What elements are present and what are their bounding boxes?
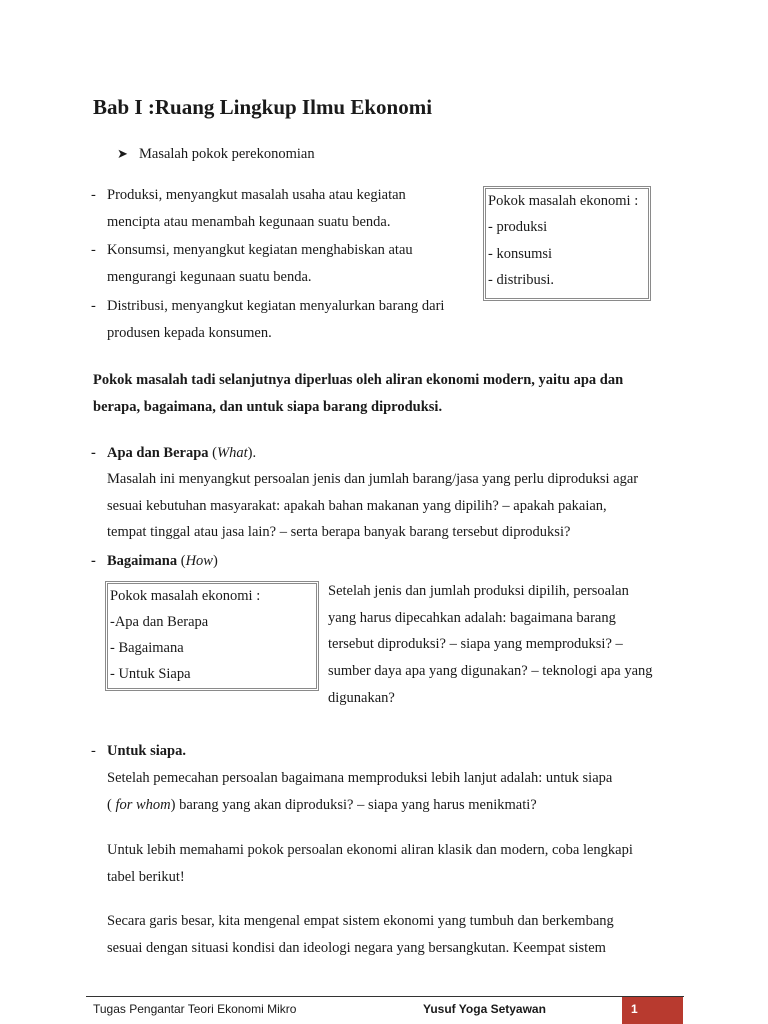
whom-text-line: Setelah pemecahan persoalan bagaimana memproduksi lebih lanjut adalah: untuk siapa	[107, 770, 613, 786]
list-item-produksi-cont: mencipta atau menambah kegunaan suatu benda.	[107, 214, 391, 230]
footer-author: Yusuf Yoga Setyawan	[423, 1002, 546, 1016]
system-paragraph-line: sesuai dengan situasi kondisi dan ideologi negara yang bersangkutan. Keempat sistem	[107, 940, 606, 956]
bold-paragraph-line: berapa, bagaimana, dan untuk siapa barang diproduksi.	[93, 399, 443, 415]
bold-paragraph-line: Pokok masalah tadi selanjutnya diperluas oleh aliran ekonomi modern, yaitu apa dan	[93, 372, 624, 388]
box-line: - Untuk Siapa	[110, 666, 191, 682]
box-line: - konsumsi	[488, 246, 553, 262]
summary-box-2	[105, 581, 319, 691]
how-text-line: sumber daya apa yang digunakan? – teknologi apa yang	[328, 663, 653, 679]
list-item-produksi: Produksi, menyangkut masalah usaha atau kegiatan	[107, 187, 406, 203]
table-paragraph-line: Untuk lebih memahami pokok persoalan ekonomi aliran klasik dan modern, coba lengkapi	[107, 842, 633, 858]
list-item-distribusi: Distribusi, menyangkut kegiatan menyalurkan barang dari	[107, 298, 445, 314]
summary-box-1	[483, 186, 651, 301]
footer-course: Tugas Pengantar Teori Ekonomi Mikro	[93, 1002, 297, 1016]
box-line: Pokok masalah ekonomi :	[488, 193, 639, 209]
list-item-distribusi-cont: produsen kepada konsumen.	[107, 325, 272, 341]
section-heading-what: Apa dan Berapa (What).	[107, 445, 257, 461]
subheading: Masalah pokok perekonomian	[139, 146, 315, 162]
list-item-konsumsi-cont: mengurangi kegunaan suatu benda.	[107, 269, 312, 285]
list-item-konsumsi: Konsumsi, menyangkut kegiatan menghabiskan atau	[107, 242, 413, 258]
list-dash: -	[91, 187, 96, 203]
box-line: Pokok masalah ekonomi :	[110, 588, 261, 604]
how-text-line: Setelah jenis dan jumlah produksi dipilih, persoalan	[328, 583, 629, 599]
box-line: - Bagaimana	[110, 640, 184, 656]
box-line: - produksi	[488, 219, 548, 235]
arrow-bullet-icon: ➤	[117, 147, 128, 162]
page-title: Bab I :Ruang Lingkup Ilmu Ekonomi	[93, 95, 433, 119]
system-paragraph-line: Secara garis besar, kita mengenal empat sistem ekonomi yang tumbuh dan berkembang	[107, 913, 614, 929]
list-dash: -	[91, 242, 96, 258]
footer-divider	[86, 996, 684, 997]
section-dash: -	[91, 445, 96, 461]
how-text-line: yang harus dipecahkan adalah: bagaimana barang	[328, 610, 616, 626]
what-text-line: Masalah ini menyangkut persoalan jenis dan jumlah barang/jasa yang perlu diproduksi agar	[107, 471, 639, 487]
section-dash: -	[91, 743, 96, 759]
what-text-line: sesuai kebutuhan masyarakat: apakah bahan makanan yang dipilih? – apakah pakaian,	[107, 498, 607, 514]
box-line: - distribusi.	[488, 272, 555, 288]
what-text-line: tempat tinggal atau jasa lain? – serta berapa banyak barang tersebut diproduksi?	[107, 524, 571, 540]
box-line: -Apa dan Berapa	[110, 614, 209, 630]
section-heading-how: Bagaimana (How)	[107, 553, 218, 569]
table-paragraph-line: tabel berikut!	[107, 869, 185, 885]
section-dash: -	[91, 553, 96, 569]
page-number-badge	[622, 997, 683, 1024]
list-dash: -	[91, 298, 96, 314]
section-heading-whom: Untuk siapa.	[107, 743, 186, 759]
how-text-line: digunakan?	[328, 690, 395, 706]
how-text-line: tersebut diproduksi? – siapa yang memproduksi? –	[328, 636, 623, 652]
page-number: 1	[631, 1002, 638, 1016]
whom-text-line: ( for whom) barang yang akan diproduksi? – siapa yang harus menikmati?	[107, 797, 537, 813]
